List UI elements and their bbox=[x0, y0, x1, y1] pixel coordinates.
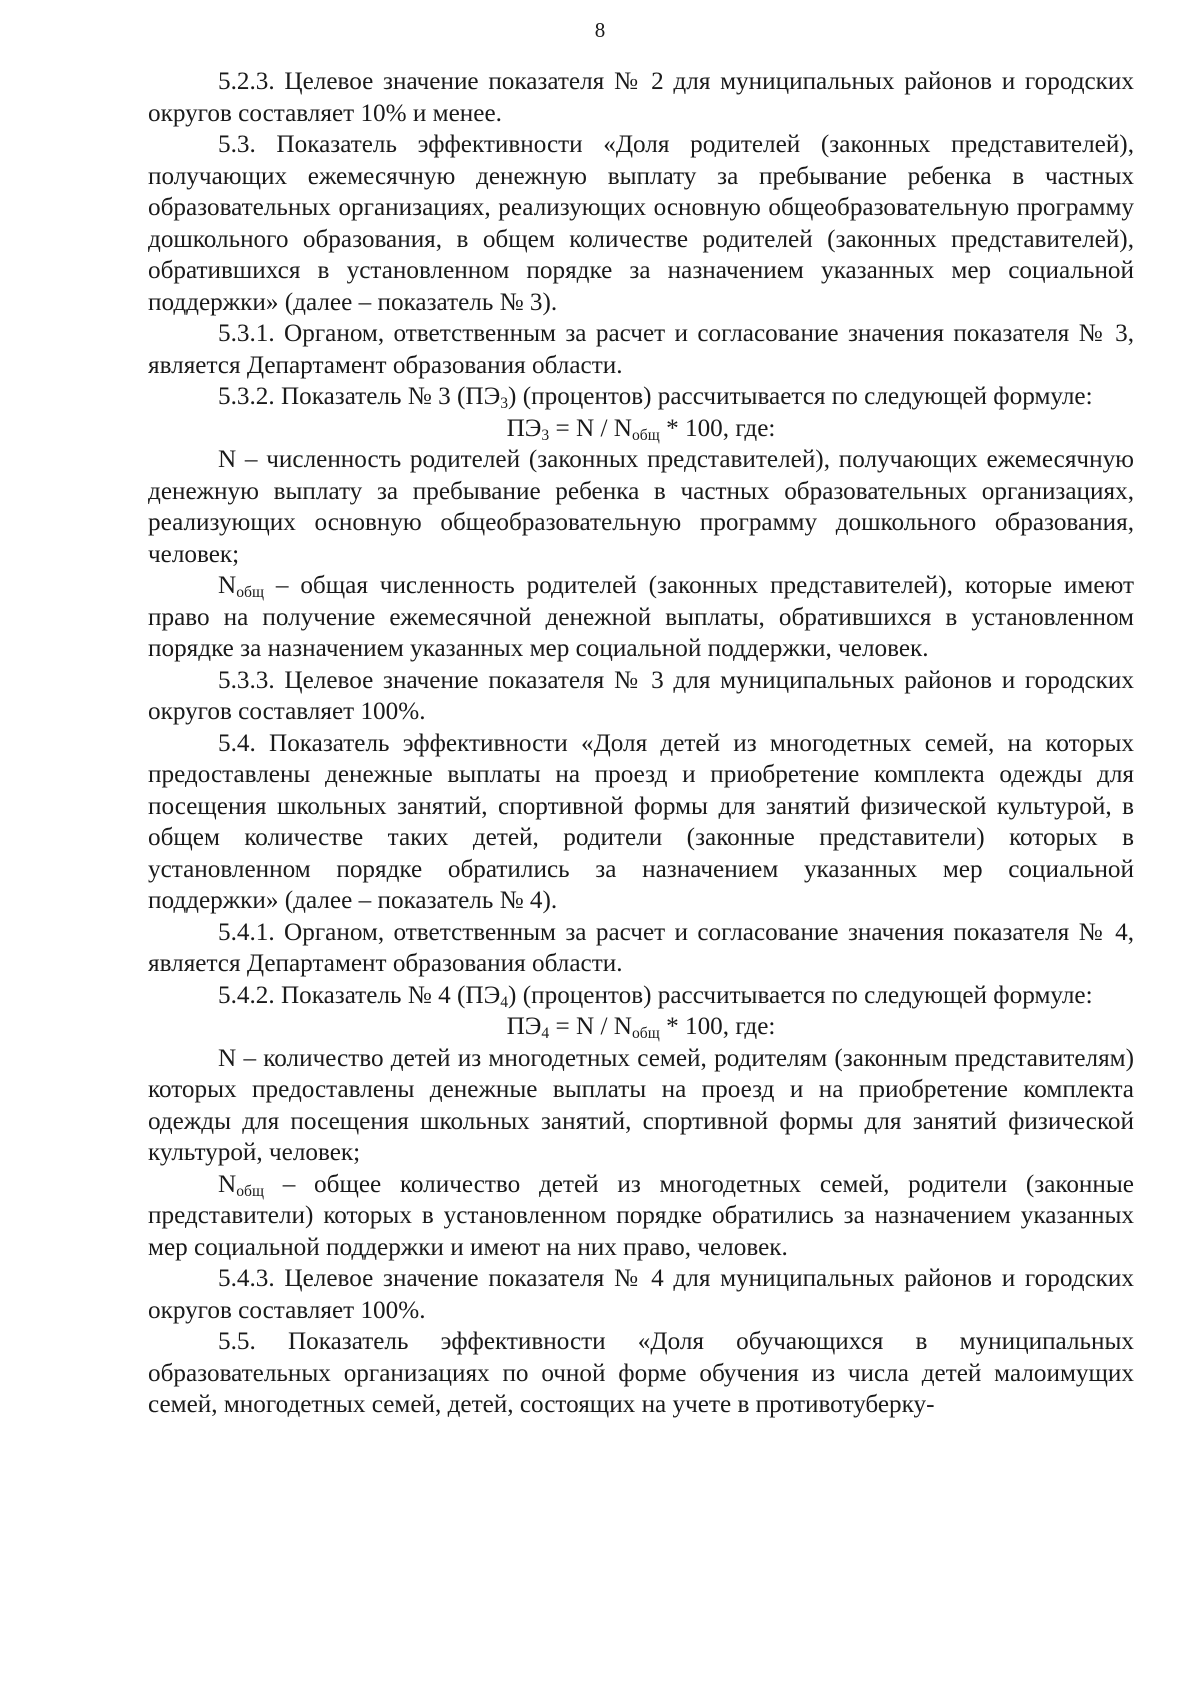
subscript: общ bbox=[236, 583, 264, 601]
paragraph-5-2-3: 5.2.3. Целевое значение показателя № 2 для муниципальных районов и городских округов составляет 10% и менее. bbox=[148, 68, 1134, 127]
definition-n-total-3 bbox=[148, 570, 1134, 665]
formula-tail: * 100, где: bbox=[659, 414, 776, 442]
page-number: 8 bbox=[594, 18, 606, 42]
subscript: 4 bbox=[541, 1024, 550, 1042]
subscript: 3 bbox=[500, 394, 509, 412]
definition-n-total-4 bbox=[148, 1169, 1134, 1264]
paragraph-5-3: 5.3. Показатель эффективности «Доля родителей (законных представителей), получающих ежемесячную денежную выплату за пребывание ребенка в частных образовательных организациях, реализующих основную общеобразовательную программу дошкольного образования, в общем количестве родителей (законных представителей), обратившихся в установленном порядке за назначением указанных мер социальной поддержки» (далее – показатель № 3). bbox=[148, 131, 1134, 316]
paragraph-5-4-2-text-end: ) (процентов) рассчитывается по следующей формуле: bbox=[508, 981, 1093, 1009]
definition-n-4: N – количество детей из многодетных семей, родителям (законным представителям) которых предоставлены денежные выплаты на проезд и на приобретение комплекта одежды для посещения школьных занятий, спортивной формы для занятий физической культурой, человек; bbox=[148, 1044, 1134, 1166]
subscript: 4 bbox=[500, 993, 509, 1011]
document-body bbox=[148, 66, 1134, 1421]
paragraph-5-4-3: 5.4.3. Целевое значение показателя № 4 для муниципальных районов и городских округов составляет 100%. bbox=[148, 1265, 1134, 1324]
paragraph-5-3-2 bbox=[148, 381, 1134, 413]
paragraph-5-5: 5.5. Показатель эффективности «Доля обучающихся в муниципальных образовательных организациях по очной форме обучения из числа детей малоимущих семей, многодетных семей, детей, состоящих на учете в противотуберку- bbox=[148, 1328, 1134, 1418]
formula-lhs: ПЭ bbox=[506, 414, 542, 442]
paragraph-5-3-1: 5.3.1. Органом, ответственным за расчет и согласование значения показателя № 3, является Департамент образования области. bbox=[148, 320, 1134, 379]
subscript: 3 bbox=[541, 426, 550, 444]
definition-n-3: N – численность родителей (законных представителей), получающих ежемесячную денежную выплату за пребывание ребенка в частных образовательных организациях, реализующих основную общеобразовательную программу дошкольного образования, человек; bbox=[148, 446, 1134, 568]
paragraph-5-4-2 bbox=[148, 980, 1134, 1012]
subscript: общ bbox=[236, 1182, 264, 1200]
definition-text: – общая численность родителей (законных представителей), которые имеют право на получение ежемесячной денежной выплаты, обратившихся в установленном порядке за назначением указанных мер социальной поддержки, человек. bbox=[148, 572, 1134, 662]
formula-tail: * 100, где: bbox=[659, 1013, 776, 1040]
subscript: общ bbox=[632, 1024, 660, 1042]
formula-indicator-4 bbox=[148, 1011, 1134, 1043]
paragraph-5-4-1: 5.4.1. Органом, ответственным за расчет и согласование значения показателя № 4, является Департамент образования области. bbox=[148, 918, 1134, 977]
formula-indicator-3 bbox=[148, 413, 1134, 445]
definition-text: – общее количество детей из многодетных семей, родители (законные представители) которых в установленном порядке обратились за назначением указанных мер социальной поддержки и имеют на них право, человек. bbox=[148, 1170, 1134, 1261]
symbol-n: N bbox=[218, 572, 237, 599]
formula-lhs: ПЭ bbox=[506, 1013, 542, 1040]
symbol-n: N bbox=[218, 1170, 237, 1198]
paragraph-5-3-3: 5.3.3. Целевое значение показателя № 3 для муниципальных районов и городских округов составляет 100%. bbox=[148, 666, 1134, 725]
formula-rhs: = N / N bbox=[549, 414, 632, 442]
paragraph-5-3-2-text: 5.3.2. Показатель № 3 (ПЭ bbox=[218, 383, 501, 410]
subscript: общ bbox=[632, 426, 660, 444]
paragraph-5-4-2-text: 5.4.2. Показатель № 4 (ПЭ bbox=[218, 981, 501, 1009]
formula-rhs: = N / N bbox=[549, 1013, 632, 1040]
paragraph-5-3-2-text-end: ) (процентов) рассчитывается по следующей формуле: bbox=[508, 383, 1093, 410]
paragraph-5-4: 5.4. Показатель эффективности «Доля детей из многодетных семей, на которых предоставлены денежные выплаты на проезд и приобретение комплекта одежды для посещения школьных занятий, спортивной формы для занятий физической культурой, в общем количестве таких детей, родители (законные представители) которых в установленном порядке обратились за назначением указанных мер социальной поддержки» (далее – показатель № 4). bbox=[148, 729, 1134, 914]
